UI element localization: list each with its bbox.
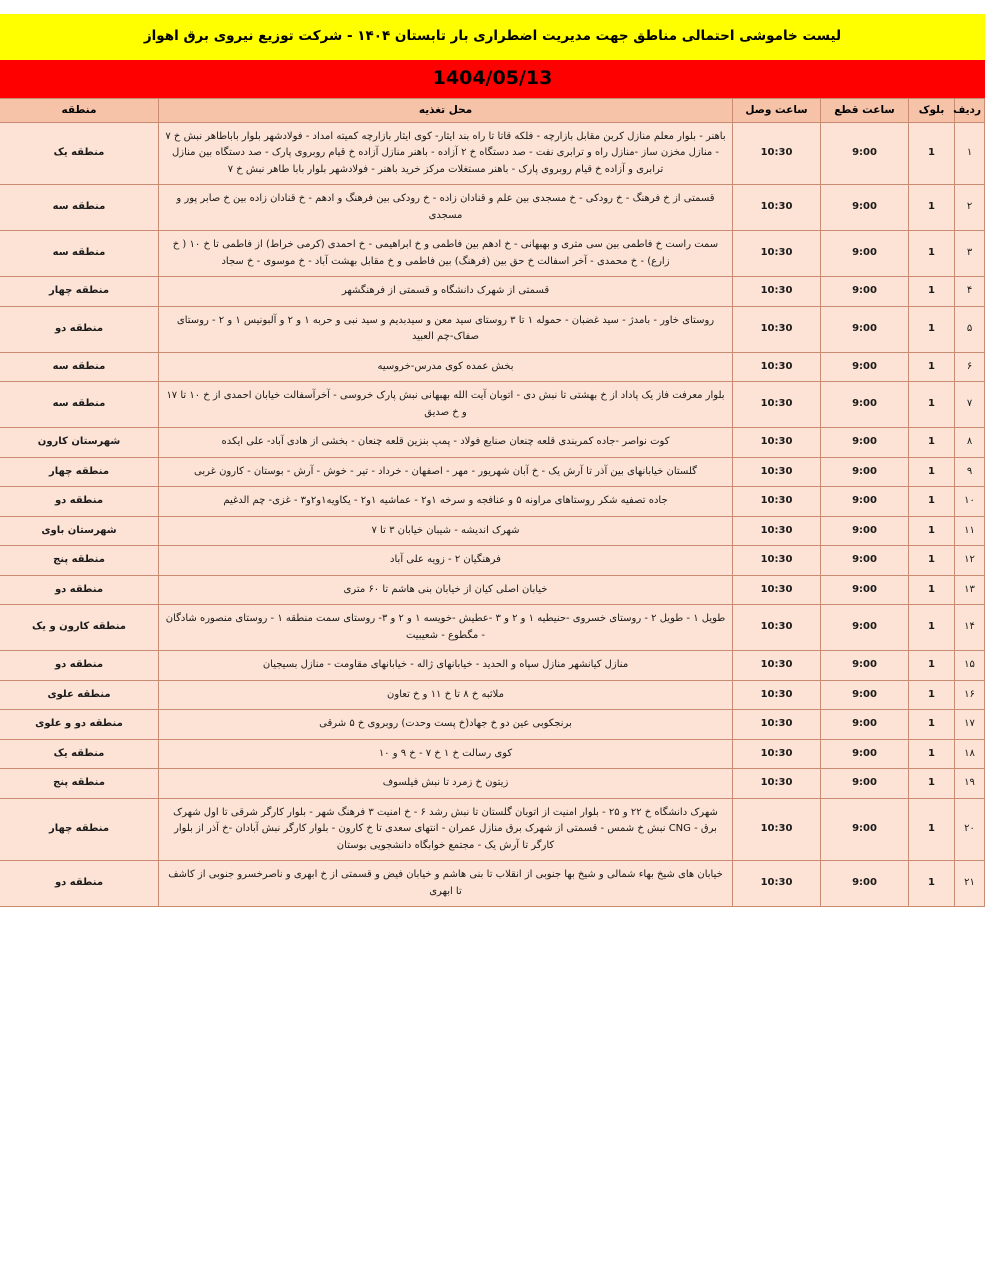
cell-region: منطقه پنج: [0, 769, 159, 799]
cell-feed-place: سمت راست خ فاطمی بین سی متری و بهبهانی - خ ادهم بین فاطمی و خ ابراهیمی - خ احمدی (کرمی خراط) از فاطمی تا خ ۱۰ ( خ زارع) - خ محمدی - آخر اسفالت خ حق بین (فرهنگ) بین فاطمی و خ مقابل بهشت آباد - خ موسوی - خ سجاد: [159, 231, 733, 277]
cell-radif: ۳: [955, 231, 985, 277]
cell-restore-time: 10:30: [733, 651, 821, 681]
cell-restore-time: 10:30: [733, 769, 821, 799]
cell-region: منطقه دو: [0, 651, 159, 681]
cell-region: منطقه کارون و یک: [0, 605, 159, 651]
table-row: [0, 575, 985, 605]
cell-feed-place: بخش عمده کوی مدرس-خروسیه: [159, 352, 733, 382]
schedule-date: 1404/05/13: [0, 60, 985, 98]
cell-feed-place: فرهنگیان ۲ - زویه علی آباد: [159, 546, 733, 576]
cell-region: منطقه سه: [0, 382, 159, 428]
table-row: [0, 739, 985, 769]
cell-radif: ۱۰: [955, 487, 985, 517]
cell-radif: ۱۳: [955, 575, 985, 605]
cell-cut-time: 9:00: [821, 798, 909, 861]
cell-radif: ۲۰: [955, 798, 985, 861]
cell-radif: ۱۱: [955, 516, 985, 546]
cell-restore-time: 10:30: [733, 457, 821, 487]
cell-block: 1: [909, 516, 955, 546]
column-header-radif: ردیف: [955, 98, 985, 122]
cell-region: منطقه دو: [0, 861, 159, 907]
cell-block: 1: [909, 680, 955, 710]
table-row: [0, 185, 985, 231]
cell-block: 1: [909, 428, 955, 458]
table-row: [0, 605, 985, 651]
cell-radif: ۲۱: [955, 861, 985, 907]
cell-radif: ۲: [955, 185, 985, 231]
cell-restore-time: 10:30: [733, 352, 821, 382]
cell-restore-time: 10:30: [733, 185, 821, 231]
cell-cut-time: 9:00: [821, 352, 909, 382]
cell-feed-place: ملاثبه خ ۸ تا خ ۱۱ و خ تعاون: [159, 680, 733, 710]
cell-radif: ۱۲: [955, 546, 985, 576]
cell-radif: ۶: [955, 352, 985, 382]
cell-region: منطقه چهار: [0, 798, 159, 861]
cell-restore-time: 10:30: [733, 575, 821, 605]
table-row: [0, 306, 985, 352]
cell-region: منطقه دو: [0, 306, 159, 352]
cell-restore-time: 10:30: [733, 231, 821, 277]
cell-feed-place: شهرک دانشگاه خ ۲۲ و ۲۵ - بلوار امنیت از اتوبان گلستان تا نبش رشد ۶ - خ امنیت ۳ فرهنگ شهر - بلوار کارگر شرقی تا اول شهرک برق - CNG نبش خ شمس - قسمتی از شهرک برق منازل عمران - انتهای سعدی تا خ کارون - بلوار کارگر نبش آبادان -خ آذر از بلوار کارگر تا آرش یک - مجتمع خوابگاه دانشجویی بوستان: [159, 798, 733, 861]
cell-cut-time: 9:00: [821, 710, 909, 740]
cell-restore-time: 10:30: [733, 710, 821, 740]
cell-cut-time: 9:00: [821, 516, 909, 546]
cell-feed-place: روستای خاور - بامدژ - سید غضبان - حموله ۱ تا ۳ روستای سید معن و سیدبدیم و سید نبی و حربه ۱ و ۲ و آلبونیس ۱ و ۲ - روستای صفاک-چم العبید: [159, 306, 733, 352]
cell-radif: ۱۷: [955, 710, 985, 740]
cell-radif: ۴: [955, 277, 985, 307]
table-row: [0, 710, 985, 740]
cell-cut-time: 9:00: [821, 306, 909, 352]
cell-region: منطقه پنج: [0, 546, 159, 576]
cell-block: 1: [909, 710, 955, 740]
table-body: [0, 122, 985, 907]
page-title: لیست خاموشی احتمالی مناطق جهت مدیریت اضطراری بار تابستان ۱۴۰۴ - شرکت توزیع نیروی برق اهواز: [0, 14, 985, 60]
cell-restore-time: 10:30: [733, 382, 821, 428]
table-row: [0, 798, 985, 861]
cell-feed-place: خیابان اصلی کیان از خیابان بنی هاشم تا ۶۰ متری: [159, 575, 733, 605]
cell-cut-time: 9:00: [821, 122, 909, 185]
cell-restore-time: 10:30: [733, 428, 821, 458]
cell-feed-place: قسمتی از شهرک دانشگاه و قسمتی از فرهنگشهر: [159, 277, 733, 307]
cell-radif: ۱۵: [955, 651, 985, 681]
cell-block: 1: [909, 487, 955, 517]
cell-cut-time: 9:00: [821, 277, 909, 307]
cell-feed-place: منازل کیانشهر منازل سپاه و الحدید - خیابانهای ژاله - خیابانهای مقاومت - منازل بسیجیان: [159, 651, 733, 681]
cell-feed-place: کوی رسالت خ ۱ خ ۷ - خ ۹ و ۱۰: [159, 739, 733, 769]
cell-radif: ۱۹: [955, 769, 985, 799]
cell-block: 1: [909, 739, 955, 769]
cell-block: 1: [909, 651, 955, 681]
cell-cut-time: 9:00: [821, 487, 909, 517]
table-row: [0, 122, 985, 185]
cell-radif: ۱۶: [955, 680, 985, 710]
column-header-feed-place: محل تغذیه: [159, 98, 733, 122]
cell-feed-place: زیتون خ زمرد تا نبش فیلسوف: [159, 769, 733, 799]
cell-feed-place: کوت نواصر -جاده کمربندی قلعه چنعان صنایع فولاد - پمپ بنزین قلعه چنعان - بخشی از هادی آباد- علی ایکده: [159, 428, 733, 458]
cell-block: 1: [909, 575, 955, 605]
outage-table: [0, 98, 985, 908]
cell-block: 1: [909, 231, 955, 277]
table-row: [0, 769, 985, 799]
cell-region: منطقه دو و علوی: [0, 710, 159, 740]
cell-restore-time: 10:30: [733, 861, 821, 907]
cell-restore-time: 10:30: [733, 516, 821, 546]
table-row: [0, 457, 985, 487]
top-white-strip: [0, 0, 985, 14]
cell-region: منطقه یک: [0, 122, 159, 185]
cell-radif: ۸: [955, 428, 985, 458]
cell-restore-time: 10:30: [733, 739, 821, 769]
table-header-row: [0, 98, 985, 122]
cell-feed-place: طویل ۱ - طویل ۲ - روستای خسروی -حنیطیه ۱ و ۲ و ۳ -عطیش -خویسه ۱ و ۲ و ۳- روستای سمت منطقه ۱ - روستای منصوره شادگان - مگطوع - شعیبیت: [159, 605, 733, 651]
cell-restore-time: 10:30: [733, 306, 821, 352]
cell-region: شهرستان کارون: [0, 428, 159, 458]
cell-region: منطقه دو: [0, 575, 159, 605]
table-row: [0, 861, 985, 907]
cell-radif: ۷: [955, 382, 985, 428]
table-row: [0, 277, 985, 307]
cell-block: 1: [909, 769, 955, 799]
cell-block: 1: [909, 798, 955, 861]
cell-block: 1: [909, 122, 955, 185]
column-header-cut-time: ساعت قطع: [821, 98, 909, 122]
table-row: [0, 428, 985, 458]
cell-cut-time: 9:00: [821, 605, 909, 651]
cell-cut-time: 9:00: [821, 680, 909, 710]
cell-restore-time: 10:30: [733, 487, 821, 517]
table-row: [0, 487, 985, 517]
cell-block: 1: [909, 185, 955, 231]
cell-block: 1: [909, 861, 955, 907]
table-header: [0, 98, 985, 122]
cell-block: 1: [909, 605, 955, 651]
cell-cut-time: 9:00: [821, 428, 909, 458]
cell-restore-time: 10:30: [733, 680, 821, 710]
column-header-region: منطقه: [0, 98, 159, 122]
cell-cut-time: 9:00: [821, 739, 909, 769]
cell-block: 1: [909, 277, 955, 307]
cell-restore-time: 10:30: [733, 605, 821, 651]
cell-region: منطقه چهار: [0, 457, 159, 487]
cell-feed-place: قسمتی از خ فرهنگ - خ رودکی - خ مسجدی بین علم و قنادان زاده - خ رودکی بین فرهنگ و ادهم - خ قنادان زاده بین خ صابر پور و مسجدی: [159, 185, 733, 231]
cell-feed-place: گلستان خیابانهای بین آذر تا آرش یک - خ آبان شهریور - مهر - اصفهان - خرداد - تیر - خوش - آرش - بوستان - کارون غربی: [159, 457, 733, 487]
cell-feed-place: برنجکوبی عین دو خ جهاد(خ پست وحدت) روبروی خ ۵ شرقی: [159, 710, 733, 740]
cell-restore-time: 10:30: [733, 798, 821, 861]
table-row: [0, 516, 985, 546]
cell-restore-time: 10:30: [733, 122, 821, 185]
cell-radif: ۹: [955, 457, 985, 487]
table-row: [0, 680, 985, 710]
cell-block: 1: [909, 306, 955, 352]
cell-cut-time: 9:00: [821, 546, 909, 576]
column-header-block: بلوک: [909, 98, 955, 122]
cell-region: منطقه دو: [0, 487, 159, 517]
cell-cut-time: 9:00: [821, 769, 909, 799]
cell-feed-place: شهرک اندیشه - شیبان خیابان ۳ تا ۷: [159, 516, 733, 546]
cell-feed-place: خیابان های شیخ بهاء شمالی و شیخ بها جنوبی از انقلاب تا بنی هاشم و خیابان فیض و قسمتی از خ ابهری و ناصرخسرو جنوبی از کاشف تا ابهری: [159, 861, 733, 907]
column-header-restore-time: ساعت وصل: [733, 98, 821, 122]
cell-feed-place: جاده تصفیه شکر روستاهای مراونه ۵ و عنافجه و سرخه ۱و۲ - عماشیه ۱و۲ - یکاویه۱و۲و۳ - غزی- چم الدغیم: [159, 487, 733, 517]
cell-region: شهرستان باوی: [0, 516, 159, 546]
cell-radif: ۱: [955, 122, 985, 185]
cell-radif: ۱۴: [955, 605, 985, 651]
cell-cut-time: 9:00: [821, 575, 909, 605]
cell-cut-time: 9:00: [821, 231, 909, 277]
cell-region: منطقه سه: [0, 352, 159, 382]
cell-cut-time: 9:00: [821, 185, 909, 231]
cell-feed-place: باهنر - بلوار معلم منازل کربن مقابل بازارچه - فلکه قاتا تا راه بند ایثار- کوی ایثار بازارچه کمیته امداد - فولادشهر بلوار باباطاهر نبش خ ۷ - منازل مخزن ساز -منازل راه و ترابری نفت - صد دستگاه خ ۲ آزاده - باهنر منازل آزاده خ قیام روبروی پارک - صد دستگاه بین منازل ترابری و آزاده خ قیام روبروی پارک - باهنر مستغلات مرکز خرید باهنر - فولادشهر بلوار بابا طاهر نبش خ ۷: [159, 122, 733, 185]
cell-region: منطقه سه: [0, 231, 159, 277]
table-row: [0, 352, 985, 382]
table-row: [0, 651, 985, 681]
cell-restore-time: 10:30: [733, 546, 821, 576]
cell-feed-place: بلوار معرفت فاز یک پاداد از خ بهشتی تا نبش دی - اتوبان آیت الله بهبهانی نبش پارک خروسی - آخرآسفالت خیابان احمدی از خ ۱۰ تا ۱۷ و خ صدیق: [159, 382, 733, 428]
cell-block: 1: [909, 352, 955, 382]
cell-radif: ۱۸: [955, 739, 985, 769]
cell-region: منطقه علوی: [0, 680, 159, 710]
cell-cut-time: 9:00: [821, 861, 909, 907]
cell-cut-time: 9:00: [821, 651, 909, 681]
table-row: [0, 382, 985, 428]
cell-region: منطقه سه: [0, 185, 159, 231]
table-row: [0, 231, 985, 277]
cell-block: 1: [909, 382, 955, 428]
cell-block: 1: [909, 546, 955, 576]
cell-radif: ۵: [955, 306, 985, 352]
cell-region: منطقه چهار: [0, 277, 159, 307]
cell-restore-time: 10:30: [733, 277, 821, 307]
cell-cut-time: 9:00: [821, 382, 909, 428]
cell-cut-time: 9:00: [821, 457, 909, 487]
cell-block: 1: [909, 457, 955, 487]
table-row: [0, 546, 985, 576]
cell-region: منطقه یک: [0, 739, 159, 769]
